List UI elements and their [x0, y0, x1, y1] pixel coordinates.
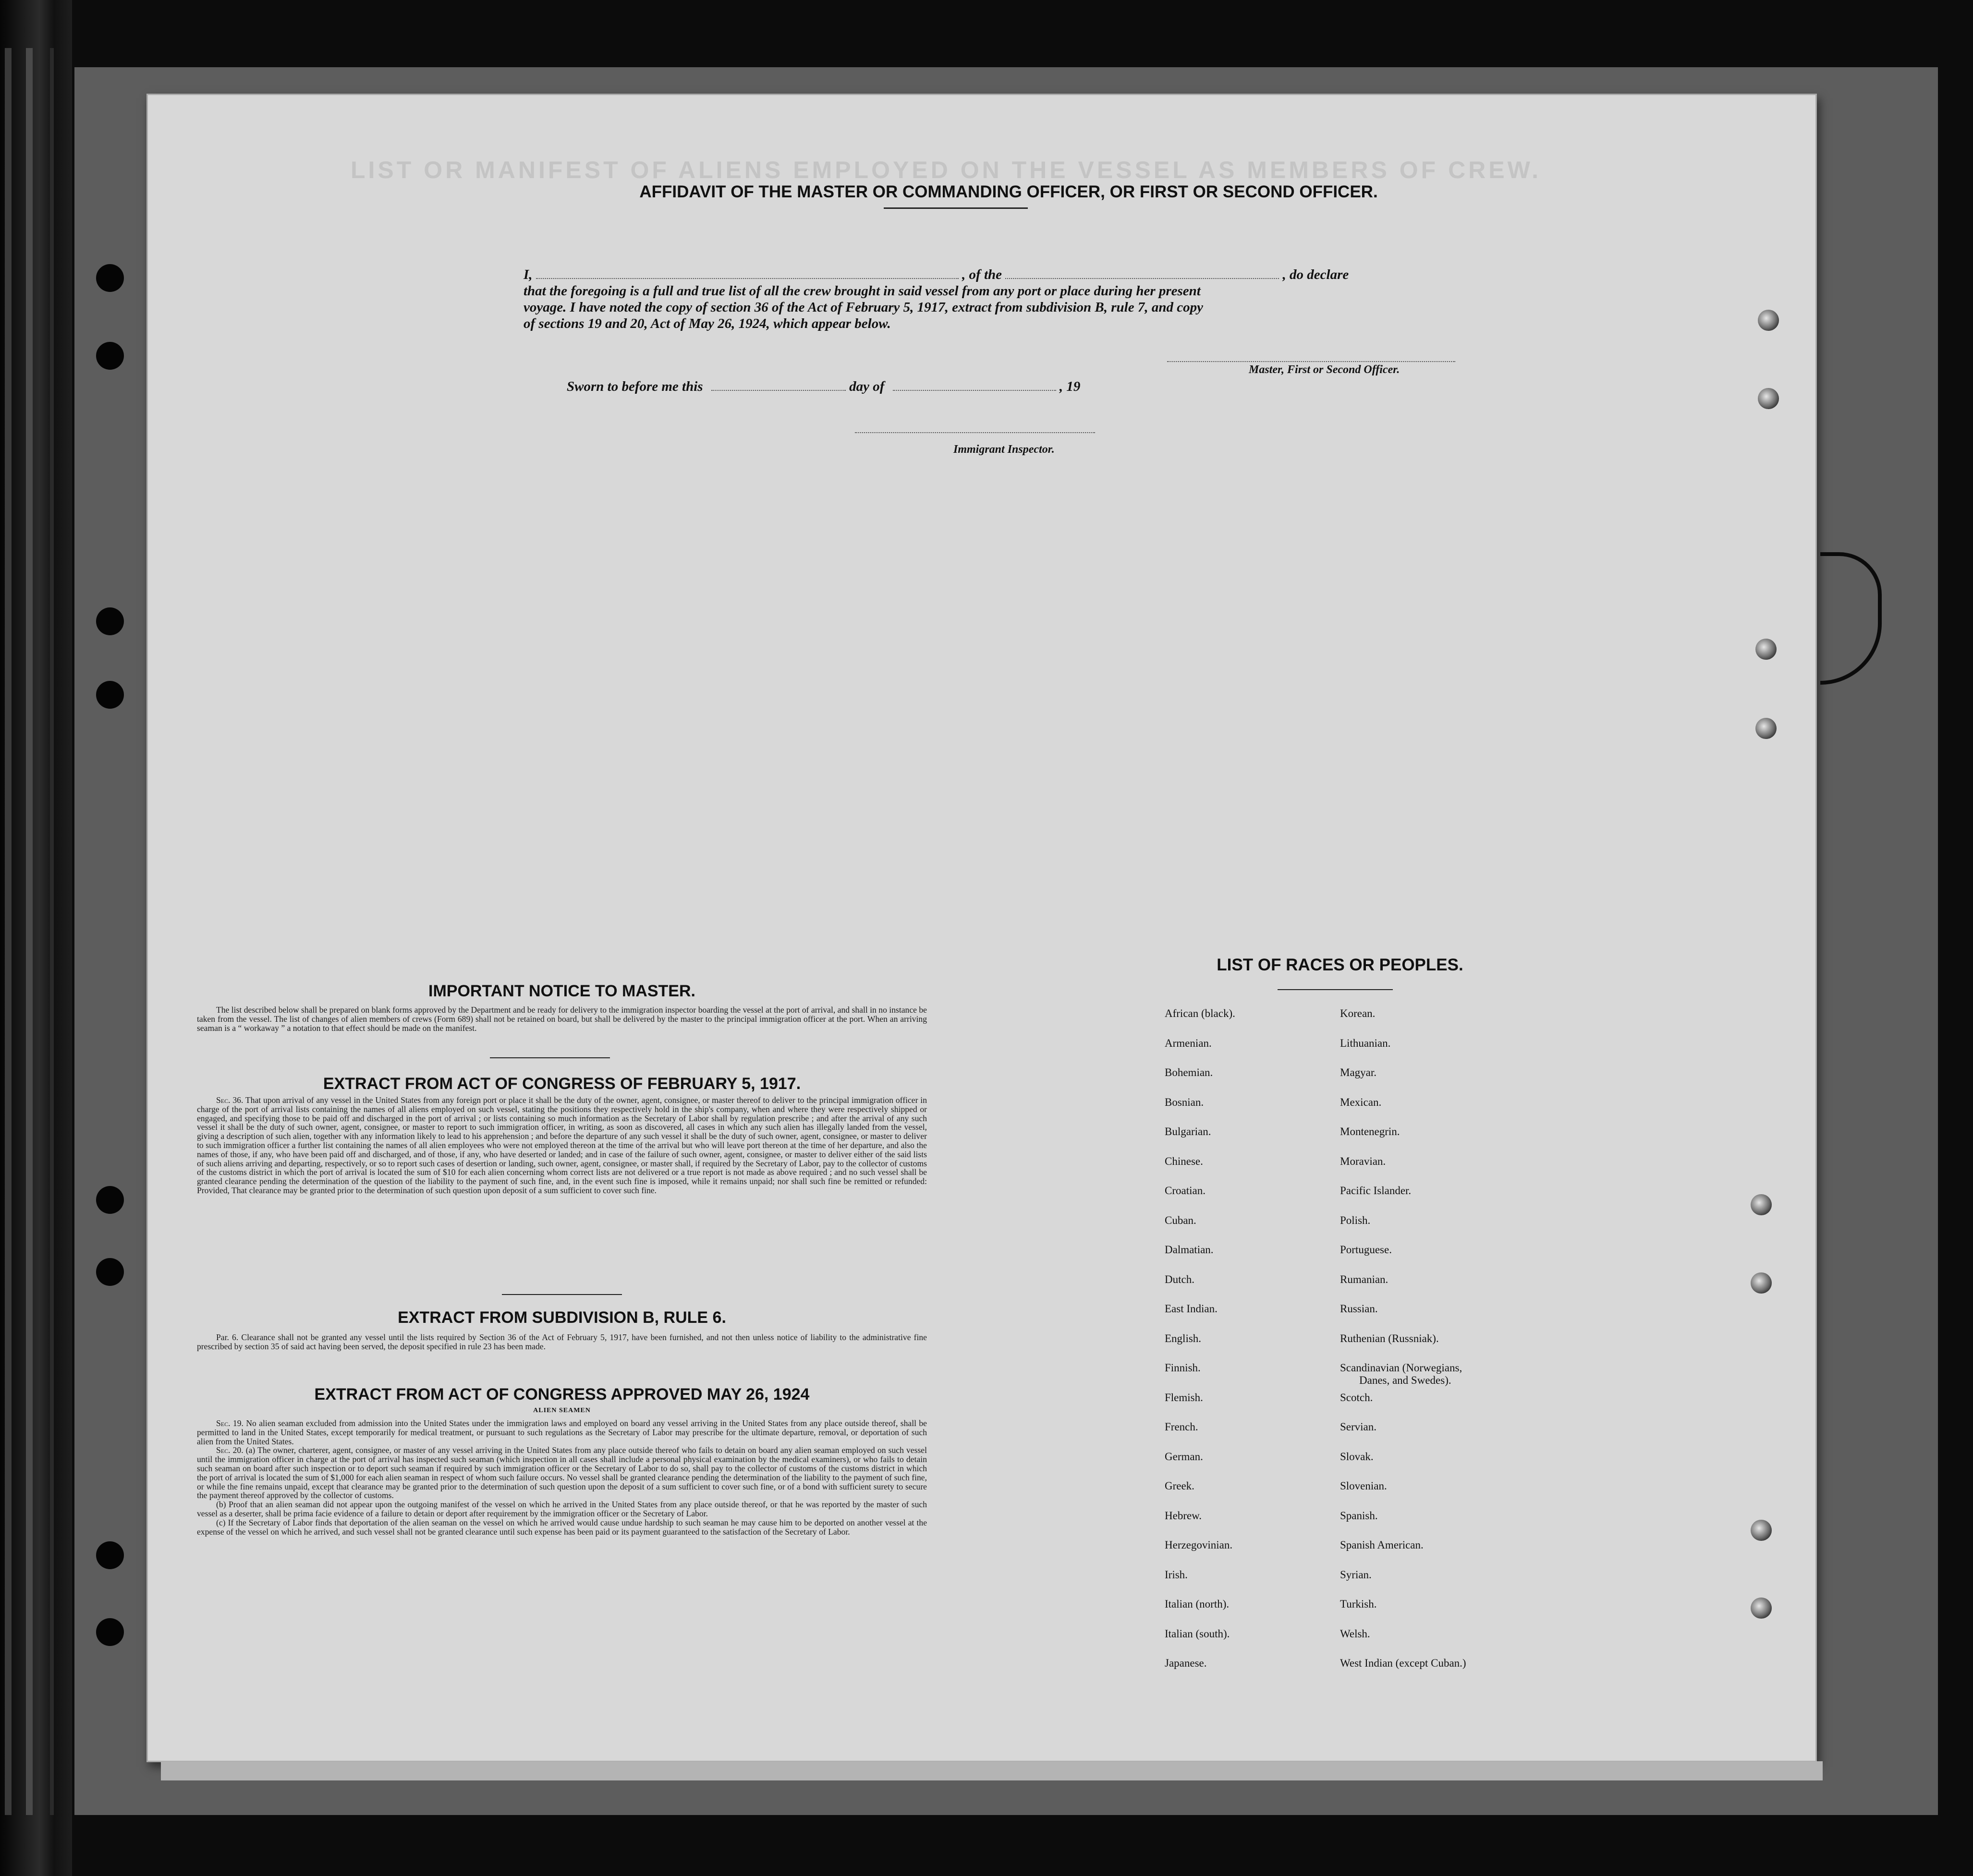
races-right-column	[1340, 1007, 1466, 1687]
binding-rivet	[1755, 639, 1777, 660]
i-label: I,	[524, 267, 533, 282]
notice-title: IMPORTANT NOTICE TO MASTER.	[428, 982, 695, 1000]
binding-rivet	[1751, 1598, 1772, 1619]
inspector-signature-line	[855, 432, 1095, 433]
page-edge	[161, 1761, 1823, 1780]
do-declare-label: , do declare	[1282, 267, 1349, 282]
section-36-label: Sec. 36.	[216, 1095, 244, 1105]
section-20b-paragraph: (b) Proof that an alien seaman did not appear upon the outgoing manifest of the vessel on which he arrived in the United States from any place outside thereof, or that he was reported by the master of such vessel as a deserter, shall be prima facie evidence of a failure to detain or deport after requirement by the immigration officer or the Secretary of Labor.	[197, 1500, 927, 1518]
races-title: LIST OF RACES OR PEOPLES.	[1217, 956, 1463, 974]
section-19-paragraph	[197, 1419, 927, 1446]
vessel-name-blank	[1005, 278, 1279, 279]
race-item: Armenian.	[1165, 1037, 1212, 1049]
affidavit-line: of sections 19 and 20, Act of May 26, 1924, which appear below.	[524, 316, 891, 331]
extract-rule6-title: EXTRACT FROM SUBDIVISION B, RULE 6.	[398, 1308, 726, 1327]
race-item-text: Scandinavian (Norwegians,	[1340, 1362, 1462, 1374]
race-item: Cuban.	[1165, 1214, 1196, 1226]
race-item-scandinavian	[1340, 1362, 1466, 1392]
race-item: Turkish.	[1340, 1598, 1377, 1610]
race-item: Spanish.	[1340, 1509, 1378, 1522]
section-20c-paragraph: (c) If the Secretary of Labor finds that deportation of the alien seaman on the vessel on which he arrived would cause undue hardship to such seaman he may cause him to be deported on another vessel at the expense of the vessel on which he arrived, and such vessel shall not be granted clearance until such expense has been paid or its payment guaranteed to the satisfaction of the Secretary of Labor.	[197, 1517, 927, 1537]
race-item: Magyar.	[1340, 1066, 1377, 1078]
race-item: Lithuanian.	[1340, 1037, 1391, 1049]
race-item: Polish.	[1340, 1214, 1371, 1226]
race-item-continuation: Danes, and Swedes).	[1359, 1374, 1451, 1386]
race-item: Italian (north).	[1165, 1598, 1230, 1610]
section-36-paragraph	[197, 1096, 927, 1195]
affidavit-title: AFFIDAVIT OF THE MASTER OR COMMANDING OFFICER, OR FIRST OR SECOND OFFICER.	[639, 182, 1378, 201]
race-item: Bohemian.	[1165, 1066, 1213, 1078]
race-item: Slovak.	[1340, 1450, 1374, 1463]
race-item: West Indian (except Cuban.)	[1340, 1657, 1466, 1669]
section-divider	[502, 1294, 622, 1295]
sworn-day-blank	[711, 390, 846, 391]
punch-hole	[96, 342, 124, 370]
race-item: Herzegovinian.	[1165, 1539, 1233, 1551]
race-item: Dalmatian.	[1165, 1244, 1214, 1256]
section-19-text: No alien seaman excluded from admission into the United States under the immigration laws and employed on board any vessel arriving in the United States from any place outside thereof, shall be permitted to land in the United States, except temporarily for medical treatment, or pursuant to such regulations as the Secretary of Labor may prescribe for the ultimate departure, removal, or deportation of such alien from the United States.	[197, 1418, 927, 1446]
punch-hole	[96, 681, 124, 709]
extract-1924-title: EXTRACT FROM ACT OF CONGRESS APPROVED MAY 26, 1924	[314, 1385, 810, 1404]
race-item: Bulgarian.	[1165, 1126, 1211, 1138]
race-item: East Indian.	[1165, 1303, 1218, 1315]
binder-strip	[5, 48, 12, 1815]
races-divider	[1278, 989, 1393, 990]
race-item: Pacific Islander.	[1340, 1185, 1412, 1197]
race-item: Chinese.	[1165, 1155, 1203, 1167]
section-divider	[490, 1057, 610, 1058]
binding-rivet	[1751, 1194, 1772, 1215]
punch-hole	[96, 1186, 124, 1214]
punch-hole	[96, 1258, 124, 1286]
race-item: Rumanian.	[1340, 1273, 1388, 1285]
race-item: Korean.	[1340, 1007, 1376, 1019]
notice-text	[197, 1005, 927, 1032]
race-item: Moravian.	[1340, 1155, 1386, 1167]
binding-rivet	[1755, 718, 1777, 739]
sworn-year: , 19	[1059, 379, 1081, 394]
declaration-line	[524, 266, 1484, 283]
binder-strip	[50, 48, 54, 1815]
race-item: Finnish.	[1165, 1362, 1201, 1374]
race-item: Slovenian.	[1340, 1480, 1387, 1492]
race-item: Hebrew.	[1165, 1509, 1202, 1522]
race-item: Italian (south).	[1165, 1627, 1230, 1640]
of-the-label: , of the	[962, 267, 1002, 282]
extract-1917-text	[197, 1096, 927, 1195]
punch-hole	[96, 1618, 124, 1646]
race-item: Welsh.	[1340, 1627, 1370, 1640]
punch-hole	[96, 264, 124, 292]
races-left-column	[1165, 1007, 1235, 1687]
race-item: Scotch.	[1340, 1391, 1373, 1404]
signature-line	[1167, 361, 1455, 362]
race-item: Montenegrin.	[1340, 1126, 1400, 1138]
section-19-label: Sec. 19.	[216, 1418, 244, 1428]
affidavit-line: that the foregoing is a full and true list of all the crew brought in said vessel from any port or place during her present	[524, 283, 1201, 299]
race-item: Portuguese.	[1340, 1244, 1392, 1256]
sworn-day-of: day of	[849, 379, 885, 394]
binder-strip	[26, 48, 33, 1815]
race-item: Spanish American.	[1340, 1539, 1424, 1551]
sworn-line	[567, 379, 1080, 395]
rule6-paragraph: Par. 6. Clearance shall not be granted any vessel until the lists required by Section 36 of the Act of February 5, 1917, have been furnished, and not then unless notice of liability to the administrative fine prescribed by section 35 of said act having been served, the deposit specified in rule 23 has been made.	[197, 1332, 927, 1351]
binder-edge	[0, 0, 72, 1876]
extract-1917-title: EXTRACT FROM ACT OF CONGRESS OF FEBRUARY 5, 1917.	[323, 1075, 801, 1093]
sworn-prefix: Sworn to before me this	[567, 379, 703, 394]
race-item: Irish.	[1165, 1568, 1188, 1581]
affidavit-line: voyage. I have noted the copy of section 36 of the Act of February 5, 1917, extract from subdivision B, rule 7, and copy	[524, 300, 1203, 315]
extract-1924-text	[197, 1419, 927, 1536]
race-item: Dutch.	[1165, 1273, 1194, 1285]
race-item: Bosnian.	[1165, 1096, 1204, 1108]
bleed-through-heading: LIST OR MANIFEST OF ALIENS EMPLOYED ON THE VESSEL AS MEMBERS OF CREW.	[351, 157, 1541, 183]
race-item: English.	[1165, 1332, 1202, 1344]
section-36-text: That upon arrival of any vessel in the United States from any foreign port or place it shall be the duty of the owner, agent, consignee, or master thereof to deliver to the principal immigration officer in charge of the port of arrival lists containing the names of all aliens employed on such vessel, stating the positions they respectively hold in the ship's company, when and where they were respectively shipped or engaged, and specifying those to be paid off and discharged in the port of arrival ; or lists containing so much information as the Secretary of Labor shall by regulation prescribe ; and after the arrival of any such vessel it shall be the duty of such owner, agent, consignee, or master to report to such immigration officer, in writing, as soon as discovered, all cases in which any such alien has illegally landed from the vessel, giving a description of such alien, together with any information likely to lead to his apprehension ; and before the departure of any such vessel it shall be the duty of such owner, agent, consignee, or master to deliver to such immigration officer a further list containing the names of all alien employees who were not employed thereon at the time of the arrival but who will leave port thereon at the time of her departure, and also the names of those, if any, who have been paid off and discharged, and of those, if any, who have deserted or landed; and in case of the failure of such owner, agent, consignee, or master to deliver either of the said lists of such aliens arriving and departing, respectively, or so to report such cases of desertion or landing, such owner, agent, consignee, or master shall, if required by the Secretary of Labor, pay to the collector of customs of the customs district in which the port of arrival is located the sum of $10 for each alien concerning whom correct lists are not delivered or a true report is not made as above required ; and no such vessel shall be granted clearance pending the determination of the question of the liability to the payment of such fine, and, in the event such fine is imposed, while it remains unpaid; nor shall such fine be remitted or refunded: Provided, That clearance may be granted prior to the determination of such question upon deposit of a sum sufficient to cover such fine.	[197, 1095, 927, 1195]
race-item: French.	[1165, 1421, 1198, 1433]
binding-rivet	[1751, 1272, 1772, 1294]
affidavit-body	[524, 266, 1484, 332]
sworn-month-blank	[893, 390, 1056, 391]
binding-rivet	[1758, 388, 1779, 409]
alien-seamen-subtitle: ALIEN SEAMEN	[533, 1407, 591, 1414]
race-item: Syrian.	[1340, 1568, 1372, 1581]
race-item: Flemish.	[1165, 1391, 1203, 1404]
race-item: Russian.	[1340, 1303, 1378, 1315]
race-item: Greek.	[1165, 1480, 1194, 1492]
section-20a-text: (a) The owner, charterer, agent, consignee, or master of any vessel arriving in the United States from any place outside thereof who fails to detain on board any alien seaman employed on such vessel until the immigration officer in charge at the port of arrival has inspected such seaman (which inspection in all cases shall include a personal physical examination by the medical examiners), or who fails to detain such seaman on board after such inspection or to deport such seaman if required by such immigration officer or the Secretary of Labor to do so, shall pay to the collector of customs of the customs district in which the port of arrival is located the sum of $1,000 for each alien seaman in respect of whom such failure occurs. No vessel shall be granted clearance pending the determination of the liability to the payment of such fine, or while the fine remains unpaid, except that clearance may be granted prior to the determination of such question upon the deposit of a sum sufficient to cover such fine, or of a bond with sufficient surety to secure the payment thereof approved by the collector of customs.	[197, 1445, 927, 1501]
section-20a-paragraph	[197, 1446, 927, 1500]
punch-hole	[96, 607, 124, 635]
race-item: Mexican.	[1340, 1096, 1382, 1108]
signature-label: Master, First or Second Officer.	[1249, 363, 1400, 376]
race-item: Ruthenian (Russniak).	[1340, 1332, 1439, 1344]
race-item: African (black).	[1165, 1007, 1235, 1019]
officer-name-blank	[536, 278, 959, 279]
race-item: German.	[1165, 1450, 1203, 1463]
inspector-label: Immigrant Inspector.	[953, 443, 1055, 456]
race-item: Croatian.	[1165, 1185, 1206, 1197]
notice-paragraph: The list described below shall be prepared on blank forms approved by the Department and be ready for delivery to the immigration inspector boarding the vessel at the port of arrival, and shall in no instance be taken from the vessel. The list of changes of alien members of crews (Form 689) shall not be retained on board, but shall be delivered by the master to the principal immigration officer at the port. When an arriving seaman is a “ workaway ” a notation to that effect should be made on the manifest.	[197, 1005, 927, 1033]
binding-rivet	[1751, 1520, 1772, 1541]
punch-hole	[96, 1541, 124, 1569]
race-item: Servian.	[1340, 1421, 1377, 1433]
race-item: Japanese.	[1165, 1657, 1207, 1669]
binding-rivet	[1758, 310, 1779, 331]
section-20-label: Sec. 20.	[216, 1445, 244, 1455]
extract-rule6-text	[197, 1333, 927, 1351]
title-divider	[884, 207, 1028, 209]
